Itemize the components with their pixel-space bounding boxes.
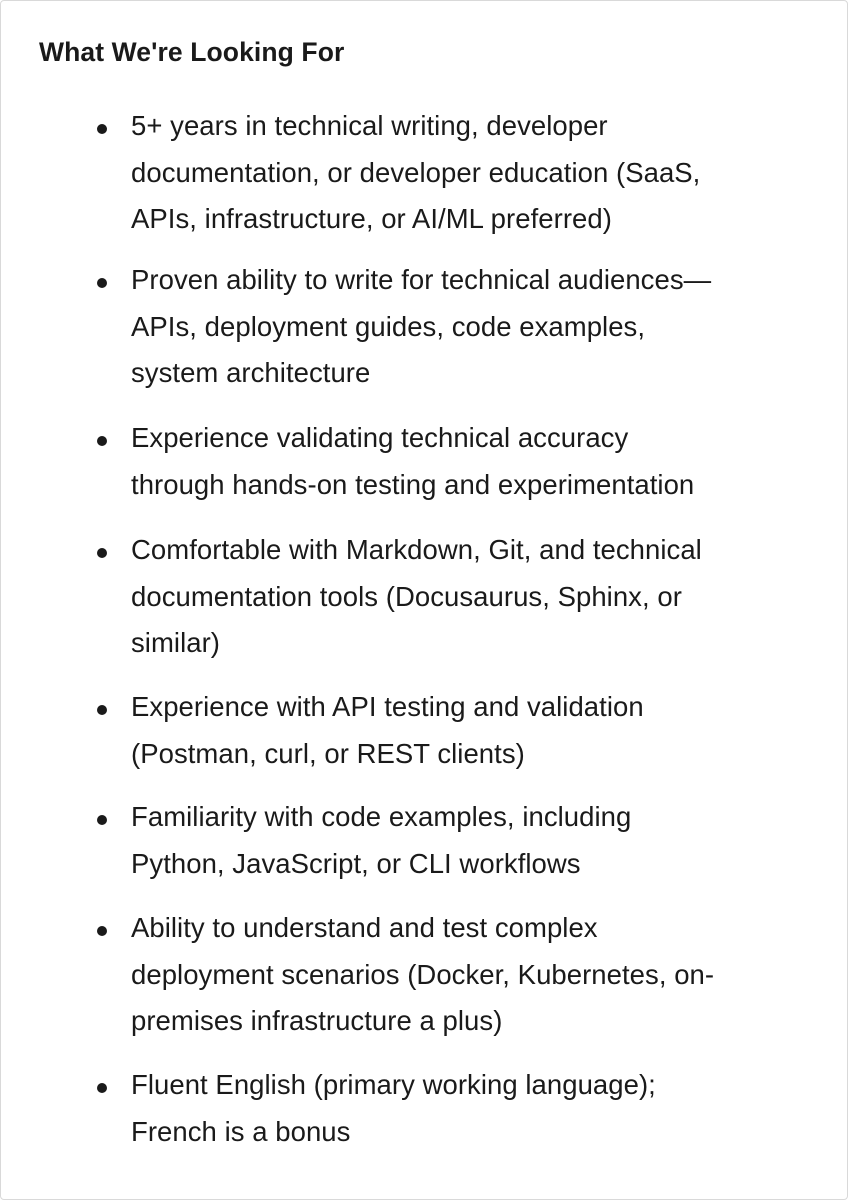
section-heading: What We're Looking For bbox=[39, 37, 345, 67]
list-item-text: Experience with API testing and validation (Postman, curl, or REST clients) bbox=[131, 691, 644, 769]
list-item-text: 5+ years in technical writing, developer documentation, or developer education (SaaS, APIs, infrastructure, or AI/ML preferred) bbox=[131, 110, 701, 234]
bullet-icon bbox=[97, 278, 107, 288]
list-item-text: Fluent English (primary working language); French is a bonus bbox=[131, 1069, 656, 1147]
list-item-text: Proven ability to write for technical audiences— APIs, deployment guides, code examples, system architecture bbox=[131, 264, 712, 388]
bullet-icon bbox=[97, 548, 107, 558]
bullet-icon bbox=[97, 1083, 107, 1093]
list-item-text: Ability to understand and test complex deployment scenarios (Docker, Kubernetes, on- premises infrastructure a plus) bbox=[131, 912, 715, 1036]
bullet-icon bbox=[97, 436, 107, 446]
list-item-text: Experience validating technical accuracy through hands-on testing and experimentation bbox=[131, 422, 695, 500]
list-item-text: Comfortable with Markdown, Git, and technical documentation tools (Docusaurus, Sphinx, or similar) bbox=[131, 534, 702, 658]
list-item-text: Familiarity with code examples, including Python, JavaScript, or CLI workflows bbox=[131, 801, 632, 879]
bullet-icon bbox=[97, 926, 107, 936]
bullet-icon bbox=[97, 815, 107, 825]
bullet-icon bbox=[97, 124, 107, 134]
bullet-icon bbox=[97, 705, 107, 715]
